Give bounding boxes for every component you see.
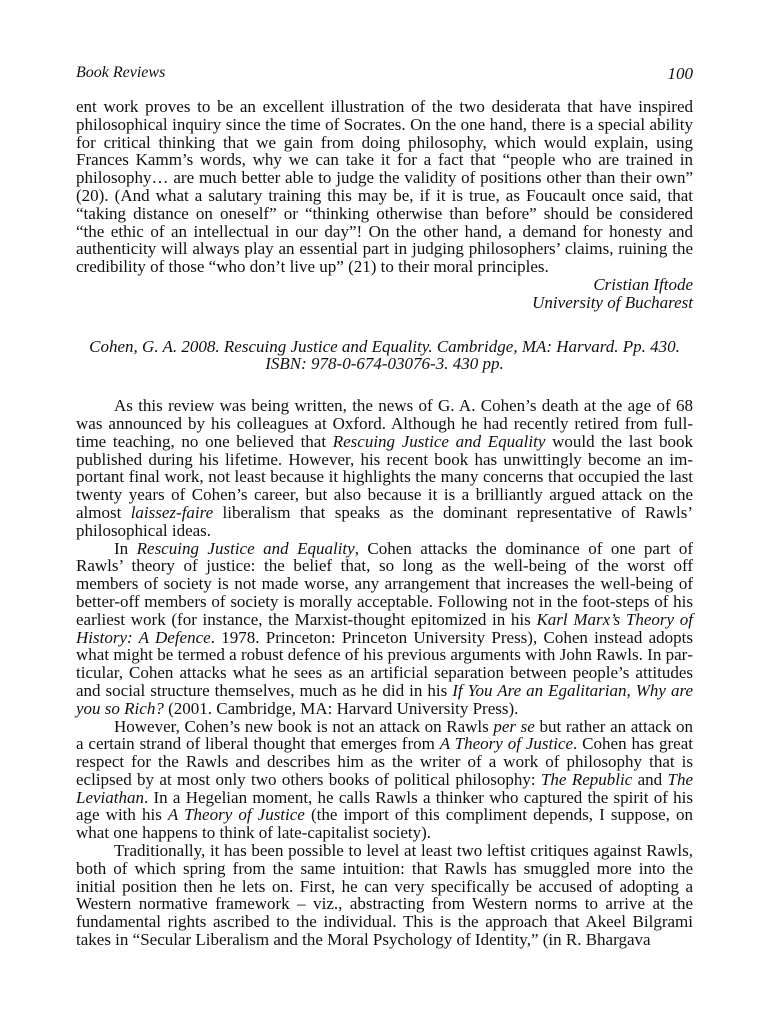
review-paragraph-1	[76, 397, 693, 539]
page-body	[76, 98, 693, 949]
book-title: A Theory of Justice	[167, 805, 305, 825]
text-run: but rather an attack on a certain strand of liberal thought that emerges from	[76, 716, 693, 754]
italic-term: laissez-faire	[130, 502, 214, 522]
reviewer-affiliation: University of Bucharest	[532, 292, 693, 312]
citation-line-2: ISBN: 978-0-674-03076-3. 430 pp.	[265, 354, 504, 374]
running-header	[76, 64, 693, 86]
reviewer-name: Cristian Iftode	[593, 274, 693, 294]
italic-term: per se	[493, 716, 535, 736]
page-number: 100	[667, 64, 693, 83]
text-run: would the last book published during his lifetime. However, his recent book has unwittingly become an important final work, not least because it highlights the many concerns that occupied the last twenty years of Cohen’s career, but also because it is a brilliantly argued attack on the almost	[76, 431, 693, 522]
text-run: (the import of this compliment depends, I suppose, on what one happens to think of late-capitalist society).	[76, 805, 693, 843]
text-run: . Cohen has great respect for the Rawls and describes him as the writer of a work of philosophy that is eclipsed by at most only two others books of political philosophy:	[76, 734, 693, 789]
review-paragraph-2	[76, 540, 693, 718]
section-title: Book Reviews	[76, 64, 166, 81]
text-run: and	[632, 769, 668, 789]
book-title: Rescuing Justice and Equality	[136, 538, 355, 558]
book-title: The Republic	[540, 769, 633, 789]
prev-review-paragraph: ent work proves to be an excellent illustration of the two desiderata that have inspired philosophical inquiry since the time of Socrates. On the one hand, there is a special ability for critical thinking that we gain from doing philosophy, which would explain, using Frances Kamm’s words, why we can take it for a fact that “people who are trained in philosophy… are much better able to judge the validity of positions other than their own” (20). (And what a salutary training this may be, if it is true, as Foucault once said, that “taking distance on oneself” or “thinking otherwise than before” should be considered “the ethic of an intellectual in our day”! On the other hand, a demand for honesty and authenticity will always play an essential part in judging philosophers’ claims, ruining the credibility of those “who don’t live up” (21) to their moral principles.	[76, 97, 693, 277]
text-run: However, Cohen’s new book is not an attack on Rawls	[114, 716, 494, 736]
review-paragraph-4	[76, 842, 693, 949]
citation-line-1: Cohen, G. A. 2008. Rescuing Justice and Equality. Cambridge, MA: Harvard. Pp. 430.	[89, 336, 680, 356]
text-run: (2001. Cambridge, MA: Harvard University Press).	[163, 698, 519, 718]
book-citation	[76, 338, 693, 374]
text-run: Traditionally, it has been possible to level at least two leftist critiques against Rawls, both of which spring from the same intuition: that Rawls has smuggled more into the initial position then he lets on. First, he can very specifically be accused of adopting a Western normative framework – viz., abstracting from Western norms to arrive at the fundamental rights ascribed to the individual. This is the approach that Akeel Bilgrami takes in “Secular Liberalism and the Moral Psychology of Identity,” (in R. Bhargava	[76, 841, 693, 950]
book-title: A Theory of Justice	[439, 734, 574, 754]
book-title: Rescuing Justice and Equality	[332, 431, 546, 451]
text-run: . 1978. Princeton: Princeton University Press), Cohen instead adopts what might be termed a robust defence of his previous arguments with John Rawls. In particular, Cohen attacks what he sees as an artificial separation between people’s attitudes and social structure themselves, much as he did in his	[76, 627, 693, 700]
text-run: . In a Hegelian moment, he calls Rawls a thinker who captured the spirit of his age with his	[76, 787, 693, 825]
text-run: In	[114, 538, 137, 558]
text-run: liberalism that speaks as the dominant representative of Rawls’ philosophical ideas.	[76, 502, 693, 540]
book-title: If You Are an Egalitarian, Why are you so Rich?	[76, 680, 693, 718]
review-paragraph-3	[76, 718, 693, 843]
text-run: , Cohen attacks the dominance of one part of Rawls’ theory of justice: the belief that, so long as the well-being of the worst off members of society is not made worse, any arrangement that increases the well-being of better-off members of society is morally acceptable. Following not in the foot-steps of his earliest work (for instance, the Marxist-thought epitomized in his	[76, 538, 693, 629]
book-title: The Leviathan	[76, 769, 694, 807]
book-title: Karl Marx’s Theory of History: A Defence	[76, 609, 693, 647]
text-run: As this review was being written, the news of G. A. Cohen’s death at the age of 68 was announced by his colleagues at Oxford. Although he had recently retired from full-time teaching, no one believed that	[76, 396, 693, 451]
